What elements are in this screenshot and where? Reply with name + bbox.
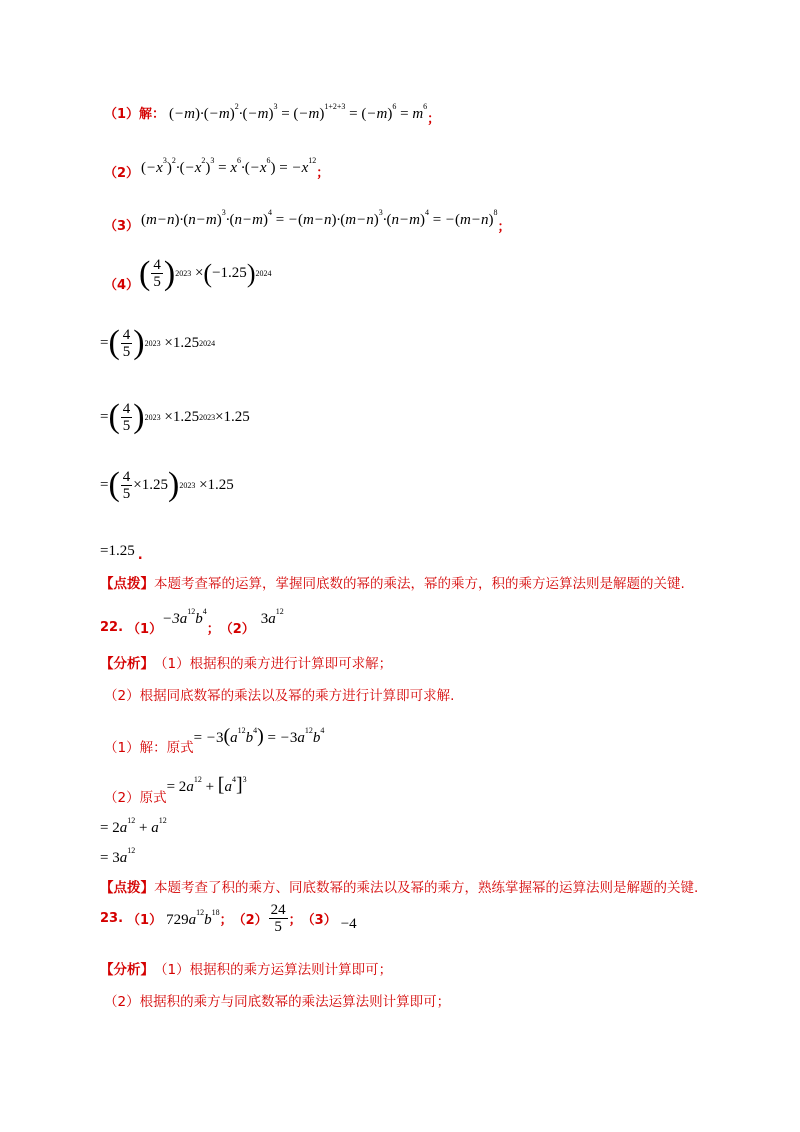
calc-step-4 bbox=[100, 540, 143, 563]
tip-tag: 【点拨】 bbox=[100, 880, 154, 896]
separator: ； bbox=[497, 220, 511, 235]
answer-1: $-3a^{12}b^4$ bbox=[162, 607, 207, 627]
q22-step-2 bbox=[100, 846, 135, 867]
solution-line-2 bbox=[104, 152, 329, 181]
separator: ； bbox=[427, 112, 441, 127]
equation: $(-m)\cdot(-m)^2\cdot(-m)^3 = (-m)^{1+2+3} = (-m)^6 = m^6$ bbox=[169, 102, 428, 122]
equation: = ( $\frac{4}{5}$ ) 2023 ×1.25 2024 bbox=[100, 324, 216, 361]
solution-label: （1）解：原式 bbox=[104, 740, 194, 756]
equation: = $3a^{12}$ bbox=[100, 846, 136, 866]
equation: = $2a^{12} + a^{12}$ bbox=[100, 816, 167, 836]
period: . bbox=[137, 548, 143, 563]
part-label: （1）解： bbox=[104, 107, 166, 122]
analysis-tag: 【分析】 bbox=[100, 962, 154, 978]
solution-line-4 bbox=[104, 254, 271, 293]
answer-3: −4 bbox=[340, 916, 357, 932]
q22-step-1 bbox=[100, 816, 167, 837]
part-label: （2） bbox=[232, 913, 268, 928]
calc-step-3 bbox=[100, 468, 234, 502]
equation: $(m-n)\cdot(n-m)^3\cdot(n-m)^4 = -(m-n)\cdot(m-n)^3\cdot(n-m)^4 = -(m-n)^8$ bbox=[141, 208, 498, 228]
calc-step-2 bbox=[100, 400, 250, 434]
part-label: （3） bbox=[104, 219, 140, 234]
equation: = $2a^{12} + [a^4]^3$ bbox=[166, 773, 247, 796]
tip-line-1 bbox=[100, 572, 685, 592]
part-label: （4） bbox=[104, 278, 140, 293]
equation: =1.25 bbox=[100, 543, 135, 559]
equation: = $-3(a^{12}b^4) = -3a^{12}b^4$ bbox=[193, 724, 325, 747]
answer-2: $3a^{12}$ bbox=[260, 607, 284, 627]
calc-step-1 bbox=[100, 326, 215, 360]
analysis-line-1 bbox=[100, 652, 392, 672]
part-label: （2） bbox=[219, 622, 255, 637]
tip-text: 本题考查了积的乘方、同底数幂的乘法以及幂的乘方，熟练掌握幂的运算法则是解题的关键. bbox=[154, 880, 699, 896]
solution-line-3 bbox=[104, 202, 511, 235]
question-number: 23. bbox=[100, 911, 124, 926]
answer-1: $729a^{12}b^{18}$ bbox=[166, 908, 220, 928]
analysis-text: （1）根据积的乘方进行计算即可求解； bbox=[154, 656, 393, 672]
equation: $(-x^3)^2\cdot(-x^2)^3 = x^6\cdot(-x^6) = -x^{12}$ bbox=[141, 156, 317, 176]
analysis-text: （2）根据积的乘方与同底数幂的乘法运算法则计算即可； bbox=[104, 994, 451, 1010]
question-23-answer bbox=[100, 902, 357, 935]
q22-solution-1 bbox=[104, 716, 324, 756]
q22-solution-2 bbox=[104, 764, 247, 806]
analysis-text: （2）根据同底数幂的乘法以及幂的乘方进行计算即可求解. bbox=[104, 688, 455, 704]
separator: ； bbox=[219, 913, 233, 928]
part-label: （3） bbox=[301, 913, 337, 928]
part-label: （1） bbox=[127, 913, 163, 928]
equation: = ( $\frac{4}{5}$ ×1.25 ) 2023 ×1.25 bbox=[100, 466, 234, 503]
analysis-line-3 bbox=[100, 958, 392, 978]
analysis-tag: 【分析】 bbox=[100, 656, 154, 672]
analysis-text: （1）根据积的乘方运算法则计算即可； bbox=[154, 962, 393, 978]
question-22-answer bbox=[100, 598, 284, 637]
tip-line-2 bbox=[100, 876, 698, 896]
separator: ； bbox=[316, 166, 330, 181]
part-label: （1） bbox=[127, 622, 163, 637]
analysis-line-4 bbox=[104, 990, 450, 1010]
solution-label: （2）原式 bbox=[104, 790, 167, 806]
equation: ( $\frac{4}{5}$ ) 2023 × ( −1.25 ) 2024 bbox=[139, 254, 272, 292]
separator: ； bbox=[206, 622, 220, 637]
part-label: （2） bbox=[104, 166, 140, 181]
analysis-line-2 bbox=[104, 684, 454, 704]
solution-line-1 bbox=[104, 98, 440, 127]
question-number: 22. bbox=[100, 620, 124, 635]
tip-text: 本题考查幂的运算，掌握同底数的幂的乘法，幂的乘方，积的乘方运算法则是解题的关键. bbox=[154, 576, 685, 592]
separator: ； bbox=[288, 913, 302, 928]
tip-tag: 【点拨】 bbox=[100, 576, 154, 592]
equation: = ( $\frac{4}{5}$ ) 2023 ×1.25 2023 ×1.25 bbox=[100, 398, 250, 435]
answer-2: $\frac{24}{5}$ bbox=[270, 902, 286, 935]
